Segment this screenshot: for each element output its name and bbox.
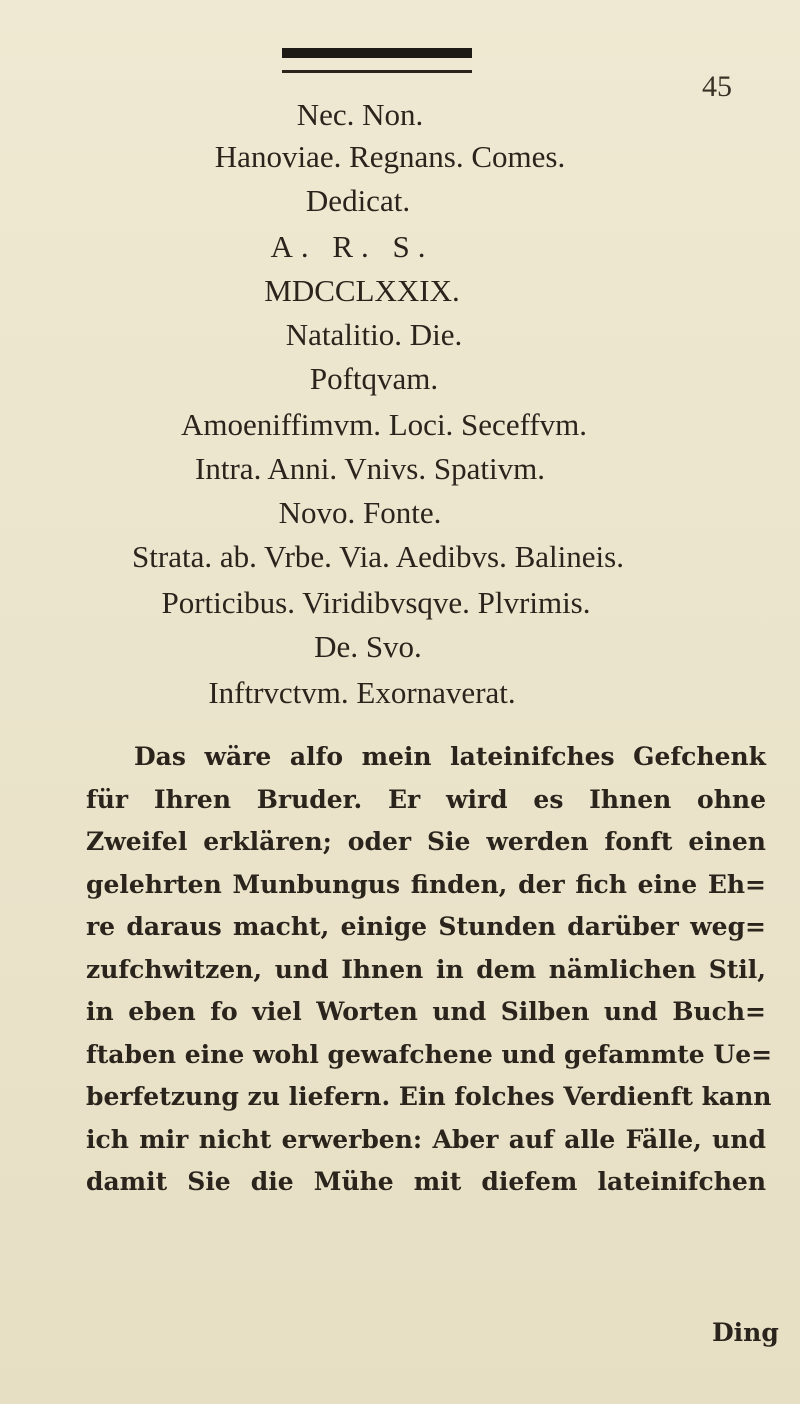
latin-line: Novo. Fonte. — [278, 495, 442, 530]
german-line: zufchwitzen, und Ihnen in dem nämlichen Stil, — [86, 954, 766, 984]
german-line: Zweifel erklären; oder Sie werden fonft einen — [86, 827, 766, 856]
latin-line: Dedicat. — [305, 183, 411, 218]
page-number: 45 — [702, 70, 732, 103]
latin-line: Intra. Anni. Vnivs. Spativm. — [195, 451, 545, 486]
german-line: in eben fo viel Worten und Silben und Buch= — [86, 997, 766, 1026]
catchword: Ding — [712, 1318, 779, 1347]
german-line: ich mir nicht erwerben: Aber auf alle Fälle, und — [86, 1124, 766, 1154]
latin-line: De. Svo. — [314, 629, 422, 664]
german-line: für Ihren Bruder. Er wird es Ihnen ohne — [86, 784, 766, 814]
latin-line: MDCCLXXIX. — [264, 273, 460, 308]
latin-line: Nec. Non. — [296, 97, 424, 132]
german-line: berfetzung zu liefern. Ein folches Verdienft kann — [86, 1082, 772, 1111]
german-line: gelehrten Munbungus finden, der fich eine Eh= — [86, 869, 766, 899]
latin-line: Amoeniffimvm. Loci. Seceffvm. — [180, 407, 588, 442]
latin-line: Natalitio. Die. — [285, 317, 463, 352]
latin-line: Strata. ab. Vrbe. Via. Aedibvs. Balineis. — [132, 539, 624, 574]
latin-line: A. R. S. — [270, 229, 434, 264]
latin-line: Inftrvctvm. Exornaverat. — [208, 675, 516, 710]
header-rule-thin — [282, 70, 472, 73]
german-paragraph — [86, 736, 773, 1204]
german-line: Das wäre alfo mein lateinifches Gefchenk — [134, 742, 766, 771]
german-line: re daraus macht, einige Stunden darüber weg= — [86, 912, 766, 941]
latin-line: Porticibus. Viridibvsqve. Plvrimis. — [161, 585, 591, 620]
german-line: damit Sie die Mühe mit diefem lateinifchen — [86, 1167, 766, 1196]
latin-line: Hanoviae. Regnans. Comes. — [214, 139, 566, 174]
german-line: ftaben eine wohl gewafchene und gefammte Ue= — [86, 1039, 773, 1069]
header-rule-thick — [282, 48, 472, 58]
latin-line: Poftqvam. — [309, 361, 439, 396]
